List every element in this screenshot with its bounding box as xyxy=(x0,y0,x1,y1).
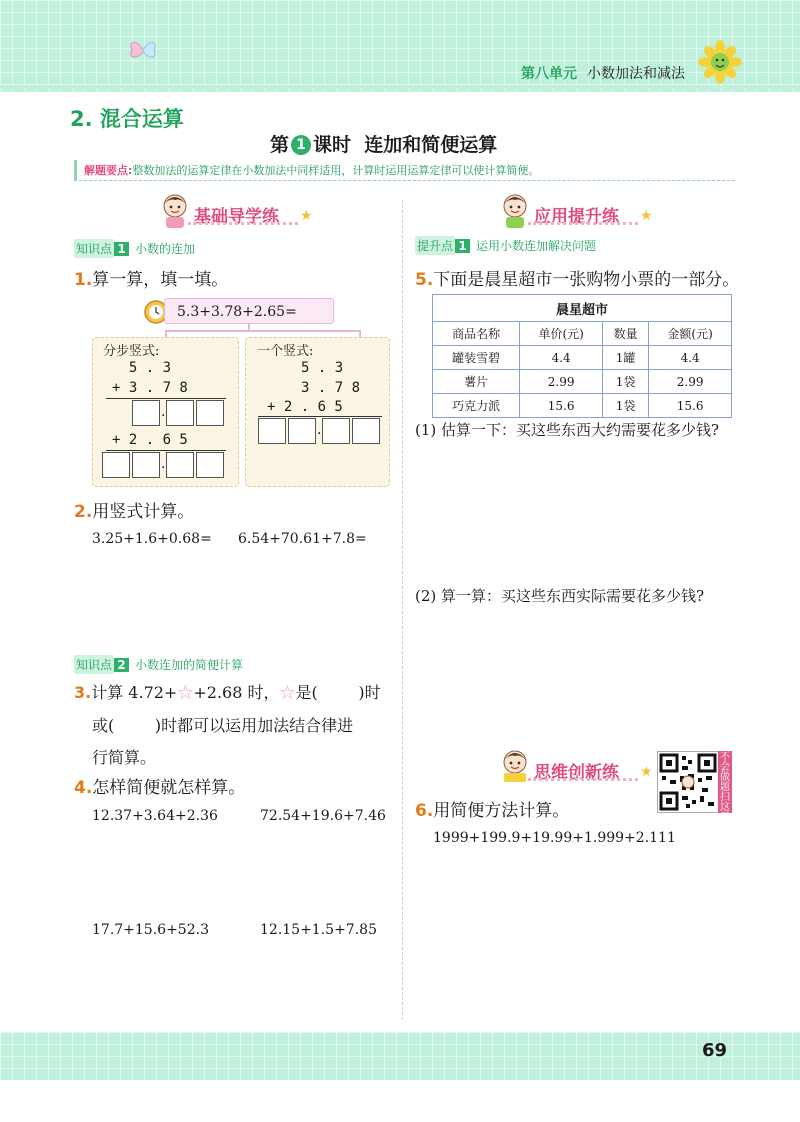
bracket-stem xyxy=(248,324,250,330)
kp2-label: 知识点 xyxy=(74,655,114,674)
kp2-title: 小数连加的简便计算 xyxy=(135,658,244,672)
question-4 xyxy=(74,773,245,798)
unit-name: 第八单元 xyxy=(521,66,577,82)
q3-text-a: 计算 4.72+ xyxy=(91,683,178,702)
banner-underline xyxy=(528,222,638,231)
table-row xyxy=(433,370,732,394)
answer-box[interactable] xyxy=(166,400,194,426)
key-points-text: 整数加法的运算定律在小数加法中同样适用，计算时运用运算定律可以使计算简便。 xyxy=(132,164,540,177)
answer-box[interactable] xyxy=(352,418,380,444)
butterfly-icon xyxy=(128,38,158,62)
star-outline-icon: ☆ xyxy=(177,683,194,702)
q4-expression: 17.7+15.6+52.3 xyxy=(92,922,209,938)
q2-expression: 3.25+1.6+0.68= xyxy=(92,531,212,547)
knowledge-point-2 xyxy=(74,655,243,674)
banner-apply xyxy=(498,200,658,226)
receipt-header: 商品名称 xyxy=(433,322,520,346)
q4-expression: 12.15+1.5+7.85 xyxy=(260,922,377,938)
unit-topic: 小数加法和减法 xyxy=(587,66,685,82)
qr-code-icon[interactable] xyxy=(657,751,719,813)
receipt-cell: 1罐 xyxy=(603,346,649,370)
receipt-cell: 1袋 xyxy=(603,394,649,418)
banner-think-text: 思维创新练 xyxy=(534,763,619,783)
receipt-header: 数量 xyxy=(603,322,649,346)
question-3-line3: 行简算。 xyxy=(92,748,157,767)
unit-label xyxy=(521,63,685,83)
receipt-header: 金额(元) xyxy=(649,322,732,346)
single-label: 一个竖式: xyxy=(257,344,314,359)
receipt-title-row xyxy=(433,295,732,322)
receipt-cell: 巧克力派 xyxy=(433,394,520,418)
star-icon: ★ xyxy=(640,764,653,780)
receipt-cell: 罐装雪碧 xyxy=(433,346,520,370)
qr-side-char: 这 xyxy=(720,802,730,813)
step-row: 5 . 3 xyxy=(112,360,172,376)
table-row xyxy=(433,394,732,418)
receipt-cell: 15.6 xyxy=(520,394,603,418)
decimal-point: . xyxy=(161,456,166,472)
key-points xyxy=(84,162,539,178)
kid-icon xyxy=(498,192,532,230)
question-5-text: 下面是晨星超市一张购物小票的一部分。 xyxy=(433,270,740,290)
column-divider xyxy=(402,200,403,1020)
sunflower-icon xyxy=(698,40,742,84)
star-outline-icon: ☆ xyxy=(279,683,296,702)
kp1-label: 知识点 xyxy=(74,239,114,258)
section-title: 2. 混合运算 xyxy=(70,107,184,131)
answer-box[interactable] xyxy=(102,452,130,478)
key-points-label: 解题要点: xyxy=(84,164,133,177)
tp1-label: 提升点 xyxy=(415,236,455,255)
answer-box[interactable] xyxy=(196,400,224,426)
qr-side-char: 题 xyxy=(720,782,730,793)
table-row xyxy=(433,346,732,370)
step-row: + 3 . 7 8 xyxy=(112,380,188,396)
answer-box[interactable] xyxy=(132,452,160,478)
receipt-header-row xyxy=(433,322,732,346)
question-4-number: 4. xyxy=(74,778,93,798)
qr-side-label xyxy=(718,751,732,823)
question-5-number: 5. xyxy=(415,270,434,290)
lesson-name: 课时 连加和简便运算 xyxy=(313,134,498,156)
qr-side-char: 做 xyxy=(720,772,730,783)
decimal-point: . xyxy=(161,404,166,420)
lesson-prefix: 第 xyxy=(270,134,290,156)
banner-think xyxy=(498,756,658,782)
q3-text-c: 是( )时 xyxy=(295,683,381,702)
knowledge-point-1 xyxy=(74,239,195,258)
receipt-title: 晨星超市 xyxy=(433,295,732,322)
single-row: + 2 . 6 5 xyxy=(267,399,343,415)
star-icon: ★ xyxy=(640,208,653,224)
q2-expression: 6.54+70.61+7.8= xyxy=(238,531,367,547)
banner-apply-text: 应用提升练 xyxy=(534,207,619,227)
lesson-number: 1 xyxy=(291,135,311,155)
question-2-number: 2. xyxy=(74,502,93,522)
question-6-text: 用简便方法计算。 xyxy=(433,801,570,821)
answer-box[interactable] xyxy=(322,418,350,444)
question-1-number: 1. xyxy=(74,270,93,290)
question-3-line2: 或( )时都可以运用加法结合律进 xyxy=(92,716,354,735)
qr-side-char: 扫 xyxy=(720,792,730,803)
decimal-point: . xyxy=(317,422,322,438)
banner-basic xyxy=(158,200,318,226)
q5-subquestion-2: (2) 算一算：买这些东西实际需要花多少钱? xyxy=(415,587,705,605)
single-row: 5 . 3 xyxy=(301,360,344,376)
question-6 xyxy=(415,796,569,821)
single-row: 3 . 7 8 xyxy=(301,380,361,396)
bracket-line xyxy=(165,330,361,332)
step-label: 分步竖式: xyxy=(103,344,160,359)
receipt-cell: 薯片 xyxy=(433,370,520,394)
star-icon: ★ xyxy=(300,208,313,224)
kp1-number: 1 xyxy=(114,242,129,256)
receipt-header: 单价(元) xyxy=(520,322,603,346)
q6-expression: 1999+199.9+19.99+1.999+2.111 xyxy=(433,830,676,846)
question-1 xyxy=(74,265,228,290)
receipt-cell: 4.4 xyxy=(649,346,732,370)
question-4-text: 怎样简便就怎样算。 xyxy=(92,778,246,798)
qr-side-char: 不 xyxy=(720,752,730,763)
sum-line xyxy=(106,398,226,399)
kp2-number: 2 xyxy=(114,658,129,672)
answer-box[interactable] xyxy=(166,452,194,478)
banner-underline xyxy=(188,222,298,231)
question-3-line1 xyxy=(74,680,381,703)
sum-line xyxy=(258,416,382,417)
lesson-title xyxy=(270,130,497,157)
banner-basic-text: 基础导学练 xyxy=(194,207,279,227)
qr-side-char: 会 xyxy=(720,762,730,773)
question-2 xyxy=(74,497,194,522)
receipt-cell: 15.6 xyxy=(649,394,732,418)
tp1-number: 1 xyxy=(455,239,470,253)
q4-expression: 12.37+3.64+2.36 xyxy=(92,808,218,824)
question-5 xyxy=(415,265,739,290)
question-2-text: 用竖式计算。 xyxy=(92,502,195,522)
sum-line xyxy=(106,450,226,451)
header-scallop xyxy=(0,86,800,98)
q1-expression: 5.3+3.78+2.65= xyxy=(164,298,334,324)
step-row: + 2 . 6 5 xyxy=(112,432,188,448)
footer-band xyxy=(0,1032,800,1080)
answer-box[interactable] xyxy=(258,418,286,444)
receipt-cell: 2.99 xyxy=(649,370,732,394)
receipt-cell: 1袋 xyxy=(603,370,649,394)
receipt-cell: 2.99 xyxy=(520,370,603,394)
tp1-title: 运用小数连加解决问题 xyxy=(476,239,597,253)
question-3-number: 3. xyxy=(74,683,92,702)
kid-icon xyxy=(498,748,532,786)
question-1-text: 算一算，填一填。 xyxy=(92,270,229,290)
kp1-title: 小数的连加 xyxy=(135,242,196,256)
q3-text-b: +2.68 时， xyxy=(193,683,280,702)
receipt-table xyxy=(432,294,732,418)
page-number: 69 xyxy=(702,1040,728,1061)
question-6-number: 6. xyxy=(415,801,434,821)
improvement-point-1 xyxy=(415,236,596,255)
answer-box[interactable] xyxy=(288,418,316,444)
kid-icon xyxy=(158,192,192,230)
answer-box[interactable] xyxy=(132,400,160,426)
banner-underline xyxy=(528,778,638,787)
answer-box[interactable] xyxy=(196,452,224,478)
q5-subquestion-1: (1) 估算一下：买这些东西大约需要花多少钱? xyxy=(415,421,720,439)
qr-side-char: 里 xyxy=(720,812,730,823)
q4-expression: 72.54+19.6+7.46 xyxy=(260,808,386,824)
receipt-cell: 4.4 xyxy=(520,346,603,370)
